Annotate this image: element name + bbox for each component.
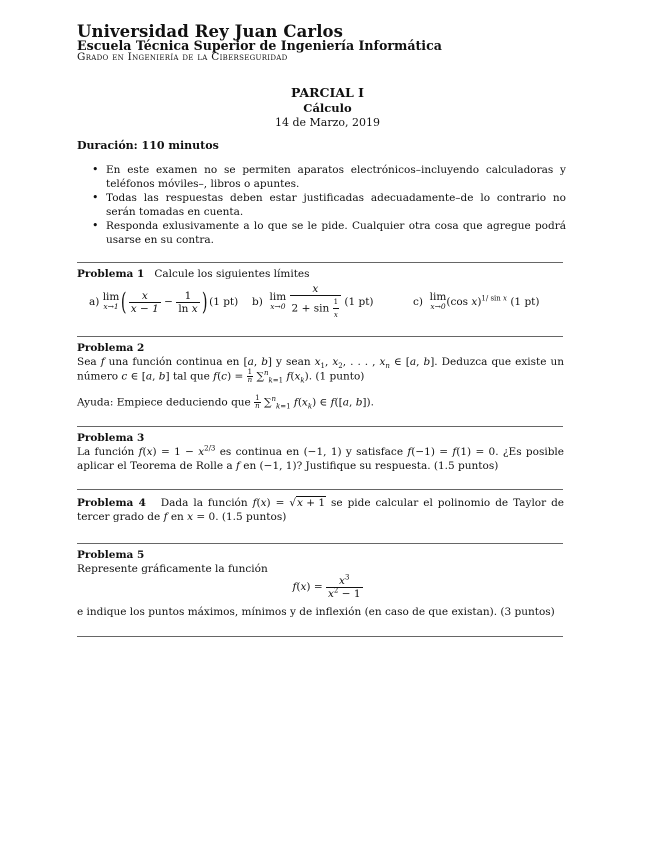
divider — [77, 489, 563, 490]
instruction-item: • Todas las respuestas deben estar justificadas adecuadamente–de lo contrario no serán tomadas en cuenta. — [77, 191, 566, 219]
problem-2-title: Problema 2 — [77, 342, 145, 354]
problem-3-title: Problema 3 — [77, 432, 145, 444]
problem-1-statement: Calcule los siguientes límites — [154, 268, 310, 280]
problem-4-title: Problema 4 — [77, 497, 146, 509]
exam-date: 14 de Marzo, 2019 — [274, 116, 381, 129]
divider — [77, 336, 563, 337]
divider — [77, 543, 563, 544]
degree-name: Grado en Ingeniería de la Ciberseguridad — [77, 51, 288, 63]
problem-5-formula: f(x) = $\frac{x^3}{x^2 - 1}$ — [292, 573, 361, 600]
divider — [77, 426, 563, 427]
school-name: Escuela Técnica Superior de Ingeniería Informática — [77, 38, 442, 53]
instruction-item: • Responda exlusivamente a lo que se le pide. Cualquier otra cosa que agregue podrá usarse en su contra. — [77, 219, 566, 247]
problem-4: Problema 4 Dada la función f(x) = √x + 1 se pide calcular el polinomio de Taylor de tercer grado de f en x = 0. (1.5 puntos) — [77, 497, 565, 523]
problem-3: Problema 3 La función $f(x) = 1 - x^{2/3}$ es continua en (−1, 1) y satisface f(−1) = f(1) = 0. ¿Es posible aplicar el Teorema de Rolle a f en (−1, 1)? Justifique su respuesta. (1.5 puntos) — [77, 432, 564, 472]
exam-title: PARCIAL I — [290, 85, 365, 100]
divider — [77, 262, 563, 263]
divider — [77, 636, 563, 637]
problem-5-title: Problema 5 — [77, 549, 145, 561]
instruction-item: • En este examen no se permiten aparatos electrónicos–incluyendo calculadoras y teléfonos móviles–, libros o apuntes. — [77, 163, 566, 191]
exam-duration: Duración: 110 minutos — [77, 139, 219, 152]
problem-1-title: Problema 1 — [77, 268, 145, 280]
problem-1-part-b: b) lim x→0 x 2 + sin $\frac{1}{x}$ (1 pt) — [252, 283, 374, 319]
problem-1-part-a: a) lim x→1 ( $\frac{x}{x - 1}$ − $\frac{1}{\text{ln x}}$ ) (1 pt) — [89, 288, 239, 316]
problem-1 — [77, 267, 564, 281]
exam-subject: Cálculo — [303, 101, 352, 115]
problem-1-part-c: c) lim x→0 (cos x)$^{1/ sin x}$ (1 pt) — [413, 291, 540, 311]
instructions-list — [77, 163, 566, 247]
problem-5: Problema 5 Represente gráficamente la función — [77, 549, 268, 575]
university-name: Universidad Rey Juan Carlos — [77, 22, 344, 41]
problem-2-hint: Ayuda: Empiece deduciendo que $\frac{1}{n}$ ∑$^n_{k=1}$ $f(x_k)$ ∈ f([a, b]). — [77, 394, 374, 411]
problem-5-tail: e indique los puntos máximos, mínimos y de inflexión (en caso de que existan). (3 puntos) — [77, 606, 555, 618]
problem-2: Problema 2 Sea f una función continua en [a, b] y sean $x_1$, $x_2$, . . . , $x_n$ ∈ [a, b]. Deduzca que existe un número c ∈ [a, b] tal que f(c) = $\frac{1}{n}$ ∑$^n_{k=1}$ $f(x_k)$. (1 punto) — [77, 342, 564, 385]
